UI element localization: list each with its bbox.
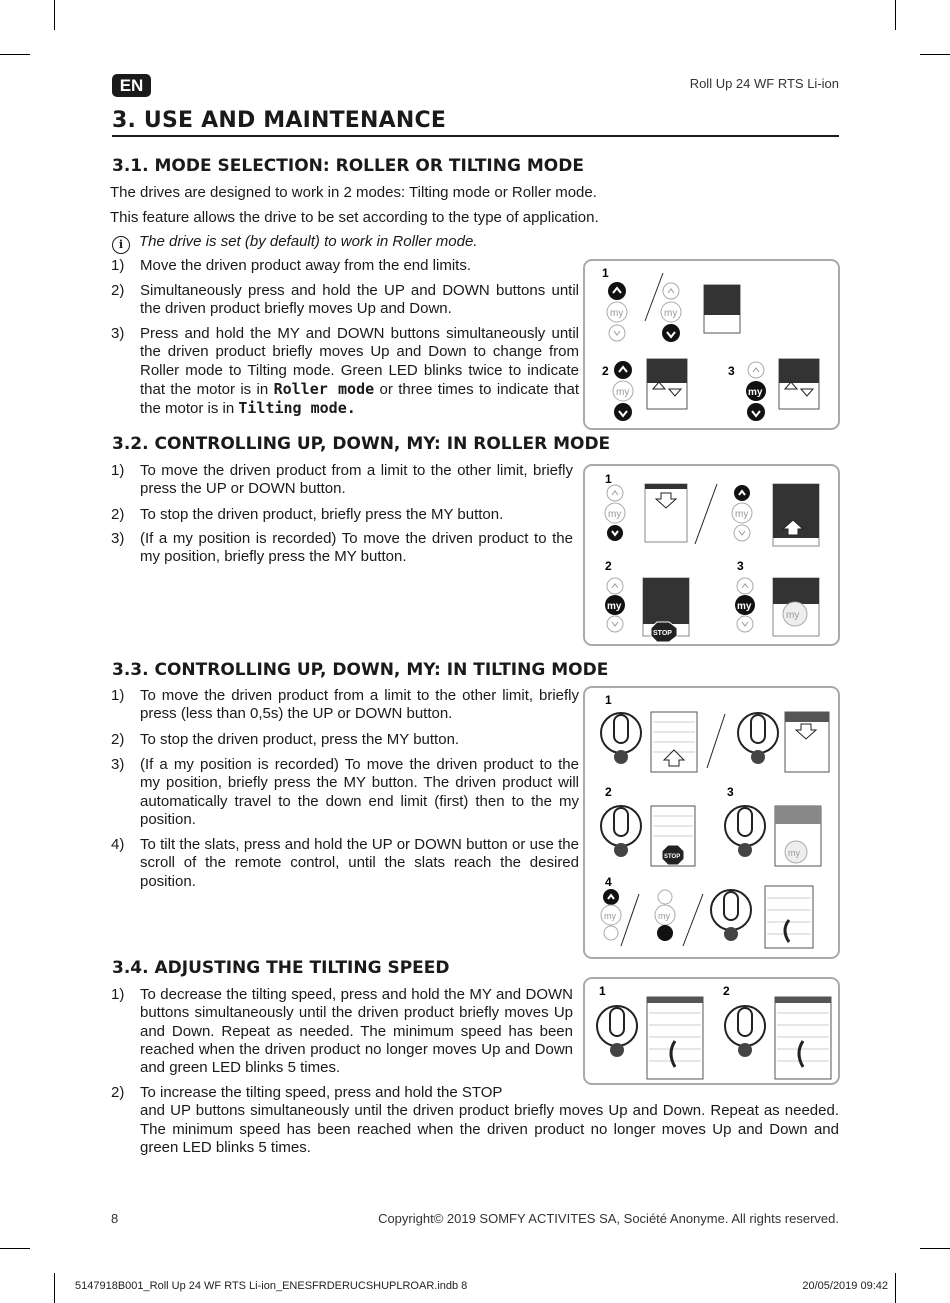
remote-control: [725, 1006, 765, 1057]
blind-illustration: [773, 484, 819, 546]
blind-illustration: [775, 806, 821, 866]
crop-mark: [54, 0, 55, 30]
crop-mark: [0, 54, 30, 55]
step-label: 2: [605, 785, 612, 799]
svg-text:my: my: [608, 509, 622, 520]
crop-mark: [54, 1273, 55, 1303]
remote-control: [601, 806, 641, 857]
blind-illustration: [779, 359, 819, 409]
remote-buttons: [607, 282, 627, 341]
figure-illustration: [585, 261, 838, 428]
item-number: 2): [111, 282, 125, 299]
svg-text:my: my: [664, 308, 678, 319]
figure-tilting-speed: [583, 977, 840, 1085]
info-icon: i: [112, 236, 130, 254]
stop-icon: [651, 622, 677, 642]
svg-text:my: my: [610, 308, 624, 319]
item-text: To increase the tilting speed, press and hold the STOP: [140, 1084, 503, 1101]
heading-3-3: 3.3. CONTROLLING UP, DOWN, MY: IN TILTING MODE: [112, 660, 609, 680]
tilting-mode-label: Tilting mode.: [238, 399, 356, 418]
blind-illustration: [765, 886, 813, 948]
svg-text:my: my: [737, 601, 752, 612]
item-number: 3): [111, 756, 125, 773]
item-text: To move the driven product from a limit to the other limit, briefly press the UP or DOWN button.: [140, 462, 573, 498]
item-number: 1): [111, 257, 125, 274]
svg-text:my: my: [786, 610, 800, 621]
item-text: To move the driven product from a limit to the other limit, briefly press (less than 0,5s) the UP or DOWN button.: [140, 687, 579, 723]
item-number: 1): [111, 986, 125, 1003]
remote-buttons: [735, 578, 755, 632]
figure-illustration: [585, 688, 838, 957]
svg-text:my: my: [616, 387, 630, 398]
heading-3-4: 3.4. ADJUSTING THE TILTING SPEED: [112, 958, 450, 978]
remote-control: [601, 713, 641, 764]
figure-illustration: [585, 466, 838, 644]
svg-text:my: my: [748, 387, 763, 398]
item-number: 1): [111, 462, 125, 479]
blind-illustration: [647, 359, 687, 409]
remote-buttons: [732, 485, 752, 541]
crop-mark: [0, 1248, 30, 1249]
item-number: 4): [111, 836, 125, 853]
item-number: 2): [111, 1084, 125, 1101]
remote-buttons: [605, 485, 625, 541]
svg-text:STOP: STOP: [664, 854, 681, 860]
remote-buttons: [605, 578, 625, 632]
paragraph: This feature allows the drive to be set according to the type of application.: [110, 209, 599, 226]
remote-control: [725, 806, 765, 857]
item-text: (If a my position is recorded) To move the driven product to the my position, briefly press the MY button.: [140, 530, 573, 566]
crop-mark: [920, 54, 950, 55]
figure-mode-selection: [583, 259, 840, 430]
step-label: 4: [605, 875, 612, 889]
svg-text:my: my: [788, 848, 800, 858]
blind-illustration: [775, 997, 831, 1079]
step-label: 1: [602, 266, 609, 280]
note-text: The drive is set (by default) to work in Roller mode.: [139, 233, 478, 250]
default-note: [112, 233, 477, 254]
item-text: Move the driven product away from the end limits.: [140, 257, 471, 274]
remote-buttons: [613, 361, 633, 421]
step-label: 1: [605, 472, 612, 486]
product-name: Roll Up 24 WF RTS Li-ion: [689, 76, 839, 91]
blind-illustration: [773, 578, 819, 636]
figure-illustration: [585, 979, 838, 1083]
title-rule: [112, 135, 839, 137]
step-label: 2: [602, 364, 609, 378]
step-label: 1: [599, 984, 606, 998]
print-slug-date: 20/05/2019 09:42: [802, 1280, 888, 1292]
figure-roller-mode: [583, 464, 840, 646]
heading-3-2: 3.2. CONTROLLING UP, DOWN, MY: IN ROLLER MODE: [112, 434, 611, 454]
step-label: 2: [605, 559, 612, 573]
remote-control: [711, 890, 751, 941]
step-label: 3: [727, 785, 734, 799]
remote-control: [597, 1006, 637, 1057]
print-slug-file: 5147918B001_Roll Up 24 WF RTS Li-ion_ENESFRDERUCSHUPLROAR.indb 8: [75, 1280, 468, 1292]
heading-3-1: 3.1. MODE SELECTION: ROLLER OR TILTING MODE: [112, 156, 584, 176]
step-label: 3: [737, 559, 744, 573]
copyright: Copyright© 2019 SOMFY ACTIVITES SA, Société Anonyme. All rights reserved.: [378, 1211, 839, 1226]
paragraph: The drives are designed to work in 2 modes: Tilting mode or Roller mode.: [110, 184, 597, 201]
crop-mark: [895, 0, 896, 30]
svg-text:my: my: [658, 911, 670, 921]
item-text: To stop the driven product, press the MY button.: [140, 731, 460, 748]
item-text: Simultaneously press and hold the UP and DOWN buttons until the driven product briefly moves Up and Down.: [140, 282, 579, 318]
step-label: 3: [728, 364, 735, 378]
step-label: 1: [605, 693, 612, 707]
item-number: 3): [111, 530, 125, 547]
blind-illustration: [647, 997, 703, 1079]
item-text: Press and hold the MY and DOWN buttons simultaneously until the driven product briefly moves Up and Down to change from Roller mode to Tilting mode. Green LED blinks twice to indicate that the motor is in Roller mode or three times to indicate that the motor is in Tilting mode.: [140, 325, 579, 418]
svg-text:STOP: STOP: [653, 630, 672, 637]
svg-text:my: my: [607, 601, 622, 612]
crop-mark: [920, 1248, 950, 1249]
item-number: 2): [111, 506, 125, 523]
blind-illustration: [704, 285, 740, 333]
item-number: 2): [111, 731, 125, 748]
svg-text:my: my: [604, 911, 616, 921]
item-text: (If a my position is recorded) To move the driven product to the my position, briefly press the MY button. The driven product will automatically travel to the down end limit (first) then to the my position.: [140, 756, 579, 828]
figure-tilting-mode: [583, 686, 840, 959]
item-number: 3): [111, 325, 125, 342]
stop-icon: [662, 845, 684, 865]
roller-mode-label: Roller mode: [273, 379, 375, 398]
remote-buttons: [601, 889, 621, 940]
crop-mark: [895, 1273, 896, 1303]
item-number: 1): [111, 687, 125, 704]
remote-buttons: [661, 283, 681, 342]
item-text: To tilt the slats, press and hold the UP or DOWN button or use the scroll of the remote control, until the slats reach the desired position.: [140, 836, 579, 890]
remote-buttons: [655, 890, 675, 941]
blind-illustration: [651, 712, 697, 772]
item-text: and UP buttons simultaneously until the driven product briefly moves Up and Down. Repeat as needed. The minimum speed has been reached when the driven product no longer moves Up and Down and green LED blinks 5 times.: [140, 1102, 839, 1156]
step-label: 2: [723, 984, 730, 998]
page-number: 8: [111, 1211, 119, 1226]
remote-buttons: [746, 362, 766, 421]
language-badge: EN: [112, 74, 151, 97]
item-text: To decrease the tilting speed, press and hold the MY and DOWN buttons simultaneously until the driven product briefly moves Up and Down. Repeat as needed. The minimum speed has been reached when the driven product no longer moves Up and Down and green LED blinks 5 times.: [140, 986, 573, 1077]
blind-illustration: [645, 484, 687, 542]
section-title: 3. USE AND MAINTENANCE: [112, 108, 447, 133]
svg-text:my: my: [735, 509, 749, 520]
remote-control: [738, 713, 778, 764]
item-text: To stop the driven product, briefly press the MY button.: [140, 506, 504, 523]
blind-illustration: [785, 712, 829, 772]
